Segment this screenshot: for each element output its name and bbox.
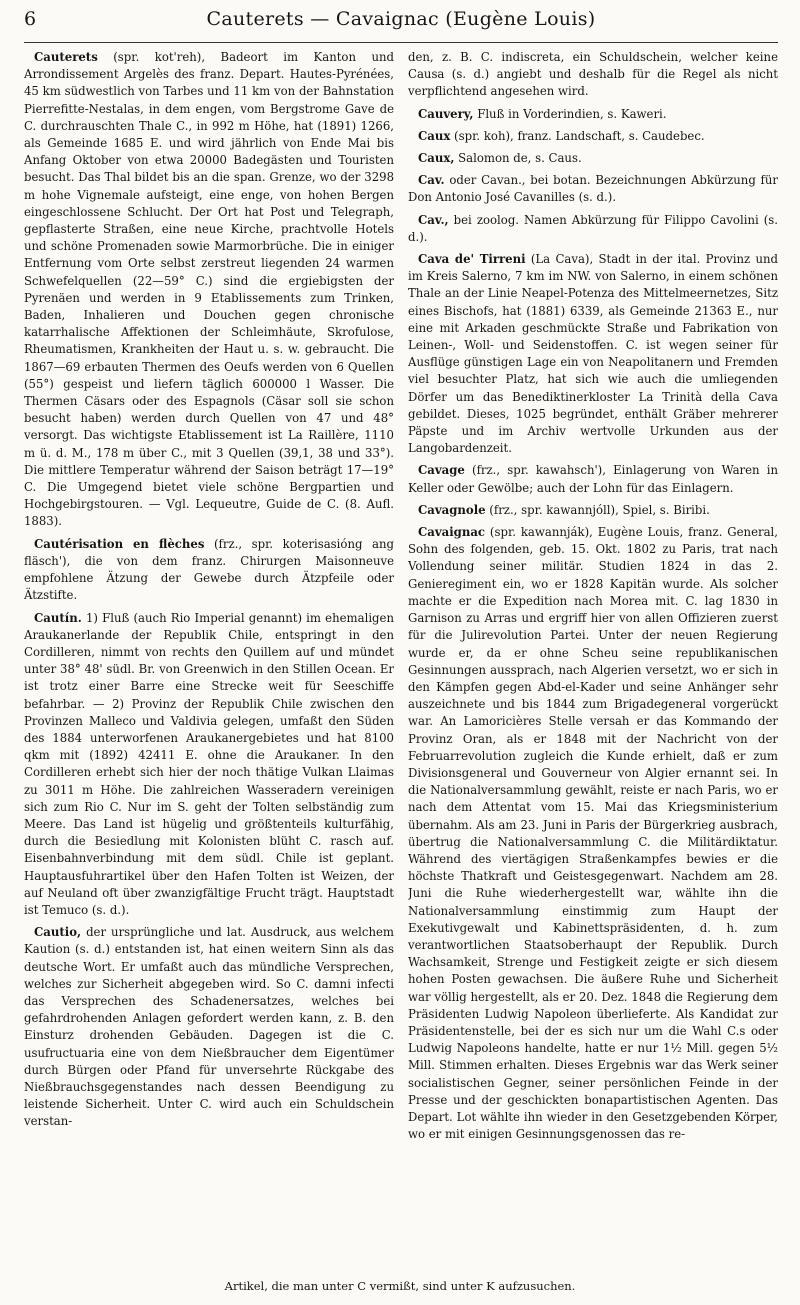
dictionary-entry (408, 212, 778, 246)
entry-headword: Cavaignac (418, 525, 486, 540)
page-number: 6 (24, 8, 37, 30)
entry-text: 1) Fluß (auch Rio Imperial genannt) im ehemaligen Araukanerlande der Republik Chile, entspringt in den Cordilleren, nimmt von rechts den Quillem auf und mündet unter 38° 48' südl. Br. von Greenwich in den Stillen Ocean. Er ist trotz einer Barre eine Strecke weit für Seeschiffe befahrbar. — 2) Provinz der Republik Chile zwischen den Provinzen Malleco und Valdivia gelegen, umfaßt den Süden des 1884 unterworfenen Araukanergebietes und hat 8100 qkm mit (1892) 42411 E. ohne die Araukaner. In den Cordilleren erhebt sich hier der noch thätige Vulkan Llaimas zu 3011 m Höhe. Die zahlreichen Wasseradern vereinigen sich zum Rio C. Nur im S. geht der Tolten selbständig zum Meere. Das Land ist hügelig und größtenteils kulturfähig, durch die Besiedlung mit Kolonisten blüht C. rasch auf. Eisenbahnverbindung mit dem südl. Chile ist geplant. Hauptausfuhrartikel über den Hafen Tolten ist Weizen, der auf Neuland oft über zwanzigfältige Frucht trägt. Hauptstadt ist Temuco (s. d.). (24, 610, 394, 917)
entry-headword: Cavagnole (418, 502, 486, 517)
entry-headword: Cauterets (34, 50, 98, 64)
entry-text: (spr. kot'reh), Badeort im Kanton und Arrondissement Argelès des franz. Depart. Hautes-Pyrénées, 45 km südwestlich von Tarbes und 11 km von der Bahnstation Pierrefitte-Nestalas, in dem engen, vom Bergstrome Gave de C. durchrauschten Thale C., in 992 m Höhe, hat (1891) 1266, als Gemeinde 1685 E. und wird jährlich von Ende Mai bis Anfang Oktober von etwa 20000 Badegästen und Touristen besucht. Das Thal bildet bis an die span. Grenze, wo der 3298 m hohe Vignemale aufsteigt, eine enge, von hohen Bergen eingeschlossene Schlucht. Der Ort hat Post und Telegraph, gepflasterte Straßen, eine neue Kirche, prachtvolle Hotels und schöne Promenaden sowie Marmorbrüche. Die in einiger Entfernung vom Orte selbst zerstreut liegenden 24 warmen Schwefelquellen (22—59° C.) sind die ergiebigsten der Pyrenäen und werden in 9 Etablissements zum Trinken, Baden, Inhalieren und Douchen gegen chronische katarrhalische Affektionen der Schleimhäute, Skrofulose, Rheumatismen, Krankheiten der Haut u. s. w. gebraucht. Die 1867—69 erbauten Thermen des Oeufs werden von 6 Quellen (55°) gespeist und liefern täglich 600000 l Wasser. Die Thermen Cäsars oder des Espagnols (Cäsar soll sie schon besucht haben) werden durch Quellen von 47 und 48° versorgt. Das wichtigste Etablissement ist La Raillère, 1110 m ü. d. M., 178 m über C., mit 3 Quellen (39,1, 38 und 33°). Die mittlere Temperatur während der Saison beträgt 17—19° C. Die Umgegend bietet viele schöne Bergpartien und Hochgebirgstouren. — Vgl. Lequeutre, Guide de C. (8. Aufl. 1883). (24, 50, 394, 529)
entry-headword: Cautín. (34, 610, 82, 625)
page-header (24, 8, 778, 43)
entry-text: (frz., spr. kawannjóll), Spiel, s. Biribi. (485, 502, 710, 517)
dictionary-entry (408, 49, 778, 101)
entry-text: oder Cavan., bei botan. Bezeichnungen Abkürzung für Don Antonio José Cavanilles (s. d.). (408, 173, 778, 205)
left-column (24, 49, 394, 1148)
dictionary-entry (24, 536, 394, 605)
dictionary-entry (408, 524, 778, 1143)
dictionary-entry (408, 128, 778, 145)
entry-headword: Cautérisation en flèches (34, 536, 205, 551)
entry-headword: Cava de' Tirreni (418, 252, 526, 267)
dictionary-entry (408, 106, 778, 123)
right-column (408, 49, 778, 1148)
dictionary-entry (408, 502, 778, 519)
entry-text: bei zoolog. Namen Abkürzung für Filippo Cavolini (s. d.). (408, 212, 778, 244)
dictionary-entry (24, 49, 394, 531)
entry-text: der ursprüngliche und lat. Ausdruck, aus welchem Kaution (s. d.) entstanden ist, hat einen weitern Sinn als das deutsche Wort. Er umfaßt auch das mündliche Versprechen, welches zur Sicherheit abgegeben wird. So C. damni infecti das Versprechen des Schadenersatzes, welches bei gefahrdrohenden Anlagen gefordert werden kann, z. B. den Einsturz drohenden Gebäuden. Dagegen ist die C. usufructuaria eine von dem Nießbraucher dem Eigentümer durch Bürgen oder Pfand für unversehrte Rückgabe des Nießbrauchsgegenstandes nach dessen Beendigung zu leistende Sicherheit. Unter C. wird auch ein Schuldschein verstan- (24, 925, 394, 1129)
entry-text: Fluß in Vorderindien, s. Kaweri. (473, 106, 667, 121)
entry-text: (spr. kawannják), Eugène Louis, franz. General, Sohn des folgenden, geb. 15. Okt. 1802 zu Paris, trat nach Vollendung seiner militär. Studien 1824 in das 2. Genieregiment ein, wo er 1828 Kapitän wurde. Als solcher machte er die Expedition nach Morea mit. C. lag 1830 in Garnison zu Arras und ergriff hier von allen Offizieren zuerst für die Julirevolution Partei. Unter der neuen Regierung wurde er, da er ohne Scheu seine republikanischen Gesinnungen aussprach, nach Algerien versetzt, wo er sich in den Kämpfen gegen Abd-el-Kader und seine Anhänger sehr auszeichnete und bis 1844 zum Brigadegeneral vorgerückt war. An Lamoricières Stelle versah er das Kommando der Provinz Oran, als er 1848 mit der Nachricht von der Februarrevolution zugleich die Kunde erhielt, daß er zum Divisionsgeneral und Gouverneur von Algier ernannt sei. In die Nationalversammlung gewählt, reiste er nach Paris, wo er nach dem Attentat vom 15. Mai das Kriegsministerium übernahm. Als am 23. Juni in Paris der Bürgerkrieg ausbrach, übertrug die Nationalversammlung C. die Militärdiktatur. Während des viertägigen Straßenkampfes bewies er die höchste Thatkraft und Geistesgegenwart. Nachdem am 28. Juni die Ruhe wiederhergestellt war, wählte ihn die Nationalversammlung einstimmig zum Haupt der Exekutivgewalt und Kabinettspräsidenten, d. h. zum verantwortlichen Staatsoberhaupt der Republik. Durch Wachsamkeit, Strenge und Festigkeit zeigte er sich diesem hohen Posten gewachsen. Die äußere Ruhe und Sicherheit war völlig hergestellt, als er 20. Dez. 1848 die Regierung dem Präsidenten Ludwig Napoleon überlieferte. Als Kandidat zur Präsidentenstelle, bei der es sich nur um die Wahl C.s oder Ludwig Napoleons handelte, hatte er nur 1½ Mill. gegen 5½ Mill. Stimmen erhalten. Dieses Ergebnis war das Werk seiner socialistischen Gegner, seiner persönlichen Feinde in der Presse und der geschickten bonapartistischen Agenten. Das Depart. Lot wählte ihn wieder in den Gesetzgebenden Körper, wo er mit einigen Gesinnungsgenossen das re- (408, 525, 778, 1142)
entry-headword: Caux (418, 128, 451, 143)
entry-text: (frz., spr. kawahsch'), Einlagerung von Waren in Keller oder Gewölbe; auch der Lohn für das Einlagern. (408, 463, 778, 495)
entry-headword: Cauvery, (418, 106, 474, 121)
entry-headword: Cav., (418, 212, 449, 227)
entry-headword: Cav. (418, 173, 445, 188)
entry-text: (spr. koh), franz. Landschaft, s. Caudebec. (450, 128, 705, 143)
entry-text: Salomon de, s. Caus. (454, 151, 582, 166)
dictionary-entry (408, 251, 778, 457)
dictionary-entry (408, 462, 778, 496)
entry-text: (La Cava), Stadt in der ital. Provinz und im Kreis Salerno, 7 km im NW. von Salerno, in einem schönen Thale an der Linie Neapel-Potenza des Mittelmeernetzes, Sitz eines Bischofs, hat (1881) 6339, als Gemeinde 21363 E., nur eine mit Arkaden geschmückte Straße und Fabrikation von Leinen-, Woll- und Seidenstoffen. C. ist wegen seiner für Ausflüge günstigen Lage ein von Neapolitanern und Fremden viel besuchter Platz, hat sich wie auch die umliegenden Dörfer um das Benediktinerkloster La Trinità della Cava gebildet. Dieses, 1025 begründet, enthält Gräber mehrerer Päpste und im Archiv wertvolle Urkunden aus der Langobardenzeit. (408, 252, 778, 456)
entry-headword: Caux, (418, 151, 455, 166)
dictionary-entry (24, 610, 394, 920)
entry-headword: Cavage (418, 463, 465, 478)
entry-text: (frz., spr. koterisasióng ang fläsch'), die von dem franz. Chirurgen Maisonneuve empfohlene Ätzung der Gewebe durch Ätzpfeile oder Ätzstifte. (24, 536, 394, 603)
entry-text: den, z. B. C. indiscreta, ein Schuldschein, welcher keine Causa (s. d.) angiebt und deshalb für die Regel als nicht verpflichtend angesehen wird. (408, 50, 778, 99)
dictionary-entry (408, 150, 778, 167)
dictionary-entry (408, 172, 778, 206)
text-columns (24, 49, 778, 1148)
running-title: Cauterets — Cavaignac (Eugène Louis) (206, 8, 596, 30)
dictionary-entry (24, 924, 394, 1130)
entry-headword: Cautio, (34, 925, 82, 940)
page-footer-note: Artikel, die man unter C vermißt, sind unter K aufzusuchen. (224, 1279, 576, 1293)
